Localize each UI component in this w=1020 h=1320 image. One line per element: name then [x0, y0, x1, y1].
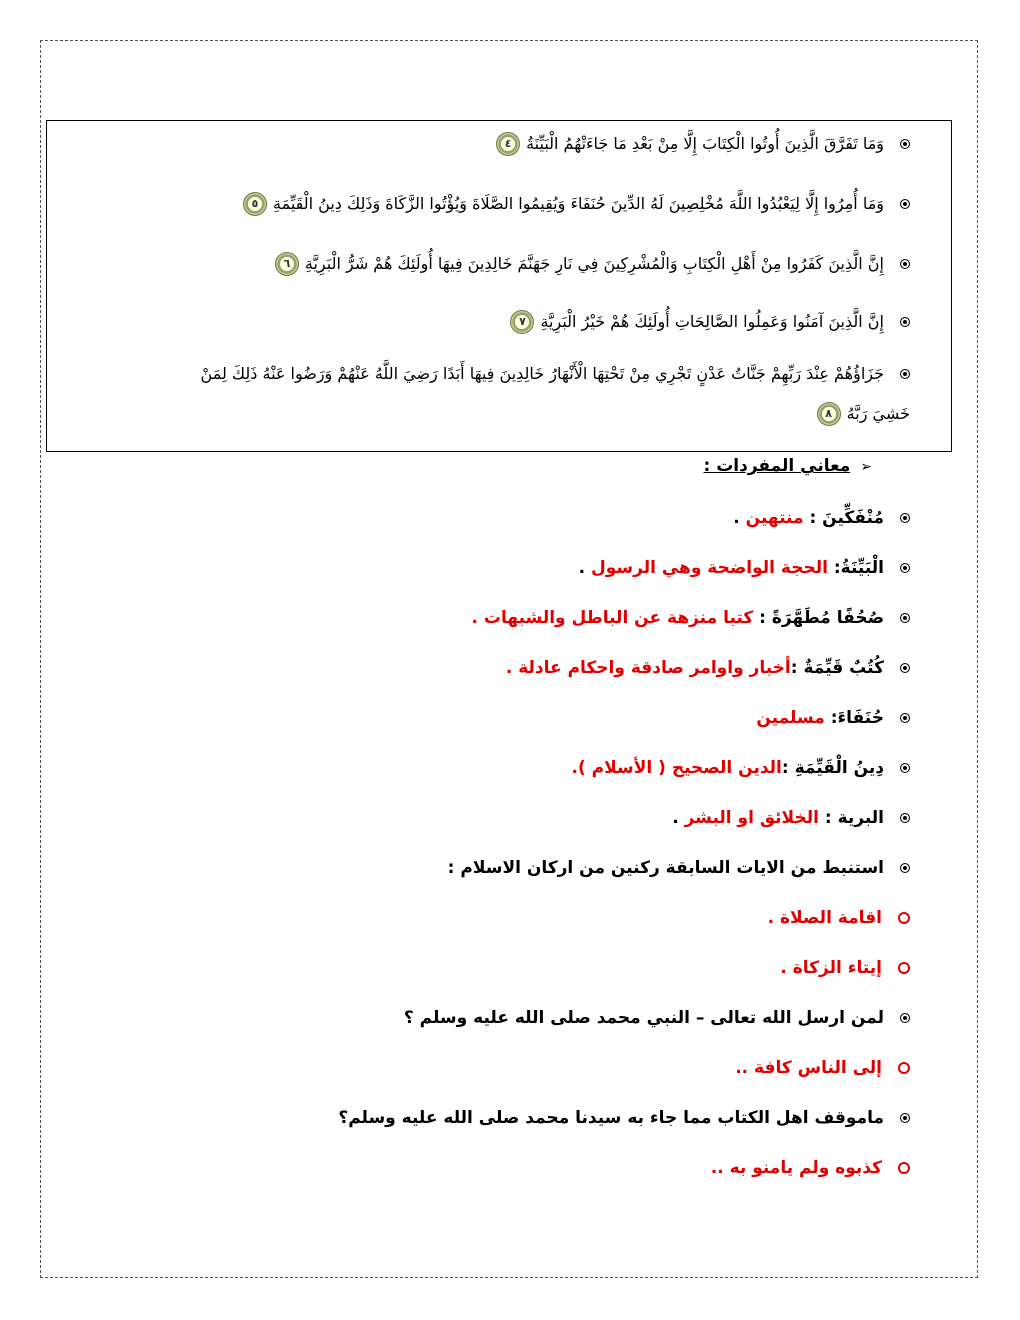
verse-text: وَمَا أُمِرُوا إِلَّا لِيَعْبُدُوا اللَّهَ مُخْلِصِينَ لَهُ الدِّينَ حُنَفَاءَ وَيُقِيمُوا الصَّلَاةَ وَيُؤْتُوا الزَّكَاةَ وَذَلِكَ دِينُ الْقَيِّمَةِ	[272, 194, 884, 213]
vocab-suffix: .	[578, 558, 586, 578]
vocab-meaning: منتهين	[745, 508, 804, 528]
vocab-meaning: مسلمين	[756, 708, 825, 728]
answer-text: إيتاء الزكاة .	[780, 958, 882, 978]
bullet	[900, 813, 910, 823]
answer-text: كذبوه ولم يامنو به ..	[710, 1158, 882, 1178]
arrow-icon: ➢	[860, 459, 872, 475]
answer-1b	[780, 958, 910, 978]
bullet	[900, 863, 910, 873]
answer-3	[711, 1158, 910, 1178]
verse-text: إِنَّ الَّذِينَ كَفَرُوا مِنْ أَهْلِ الْكِتَابِ وَالْمُشْرِكِينَ فِي نَارِ جَهَنَّمَ خَالِدِينَ فِيهَا أُولَئِكَ هُمْ شَرُّ الْبَرِيَّةِ	[304, 254, 884, 273]
verse-text: خَشِيَ رَبَّهُ	[846, 404, 910, 423]
question-text: ماموقف اهل الكتاب مما جاء به سيدنا محمد صلى الله عليه وسلم؟	[338, 1108, 884, 1128]
bullet	[900, 139, 910, 149]
circle-bullet-icon	[898, 912, 910, 924]
vocab-item	[733, 508, 910, 528]
question-2	[404, 1008, 910, 1028]
bullet	[900, 259, 910, 269]
bullet	[900, 1013, 910, 1023]
verse-text: جَزَاؤُهُمْ عِنْدَ رَبِّهِمْ جَنَّاتُ عَدْنٍ تَجْرِي مِنْ تَحْتِهَا الْأَنْهَارُ خَالِدِينَ فِيهَا أَبَدًا رَضِيَ اللَّهُ عَنْهُمْ وَرَضُوا عَنْهُ ذَلِكَ لِمَنْ	[200, 364, 884, 383]
vocab-item	[579, 558, 910, 578]
question-text: لمن ارسل الله تعالى – النبي محمد صلى الله عليه وسلم ؟	[403, 1008, 884, 1028]
vocab-item	[506, 658, 910, 678]
vocab-heading	[703, 456, 872, 476]
vocab-item	[756, 708, 910, 728]
vocab-term: دِينُ الْقَيِّمَةِ :	[781, 758, 884, 778]
verse-6	[275, 252, 910, 276]
vocab-term: البرية :	[824, 808, 884, 828]
vocab-item	[672, 808, 910, 828]
vocab-meaning: الدين الصحيح ( الأسلام ).	[571, 758, 782, 778]
bullet	[900, 317, 910, 327]
verse-4	[496, 132, 910, 156]
verse-7	[510, 310, 910, 334]
vocab-meaning: كتبا منزهة عن الباطل والشبهات .	[471, 608, 754, 628]
question-text: استنبط من الايات السابقة ركنين من اركان الاسلام :	[447, 858, 884, 878]
vocab-meaning: أخبار واوامر صادقة واحكام عادلة .	[505, 658, 791, 678]
ayah-number-icon: ٤	[496, 132, 520, 156]
circle-bullet-icon	[898, 1062, 910, 1074]
vocab-term: كُتُبٌ قَيِّمَةٌ :	[790, 658, 884, 678]
vocab-item	[472, 608, 910, 628]
bullet	[900, 369, 910, 379]
verse-8-line2	[817, 402, 910, 426]
vocab-item	[572, 758, 911, 778]
vocab-meaning: الخلائق او البشر	[684, 808, 819, 828]
circle-bullet-icon	[898, 1162, 910, 1174]
vocab-term: صُحُفًا مُطَهَّرَةً :	[759, 608, 884, 628]
ayah-number-icon: ٦	[275, 252, 299, 276]
vocab-suffix: .	[672, 808, 679, 828]
question-1	[448, 858, 910, 878]
vocab-term: مُنْفَكِّينَ :	[809, 508, 884, 528]
bullet	[900, 199, 910, 209]
answer-1a	[768, 908, 910, 928]
vocab-suffix: .	[733, 508, 740, 528]
vocab-meaning: الحجة الواضحة وهي الرسول	[591, 558, 828, 578]
bullet	[900, 763, 910, 773]
bullet	[900, 713, 910, 723]
circle-bullet-icon	[898, 962, 910, 974]
verse-text: إِنَّ الَّذِينَ آمَنُوا وَعَمِلُوا الصَّالِحَاتِ أُولَئِكَ هُمْ خَيْرُ الْبَرِيَّةِ	[540, 312, 884, 331]
bullet	[900, 513, 910, 523]
bullet	[900, 563, 910, 573]
ayah-number-icon: ٧	[510, 310, 534, 334]
bullet	[900, 663, 910, 673]
vocab-term: الْبَيِّنَةُ:	[833, 558, 884, 578]
bullet	[900, 1113, 910, 1123]
verse-text: وَمَا تَفَرَّقَ الَّذِينَ أُوتُوا الْكِتَابَ إِلَّا مِنْ بَعْدِ مَا جَاءَتْهُمُ الْبَيِّنَةُ	[526, 134, 884, 153]
ayah-number-icon: ٨	[817, 402, 841, 426]
vocab-term: حُنَفَاءَ:	[830, 708, 884, 728]
answer-text: إلى الناس كافة ..	[735, 1058, 882, 1078]
vocab-heading-text: معاني المفردات :	[703, 456, 851, 476]
answer-text: اقامة الصلاة .	[767, 908, 882, 928]
question-3	[338, 1108, 910, 1128]
verse-5	[243, 192, 910, 216]
bullet	[900, 613, 910, 623]
answer-2	[735, 1058, 910, 1078]
ayah-number-icon: ٥	[243, 192, 267, 216]
verse-8	[201, 364, 910, 384]
